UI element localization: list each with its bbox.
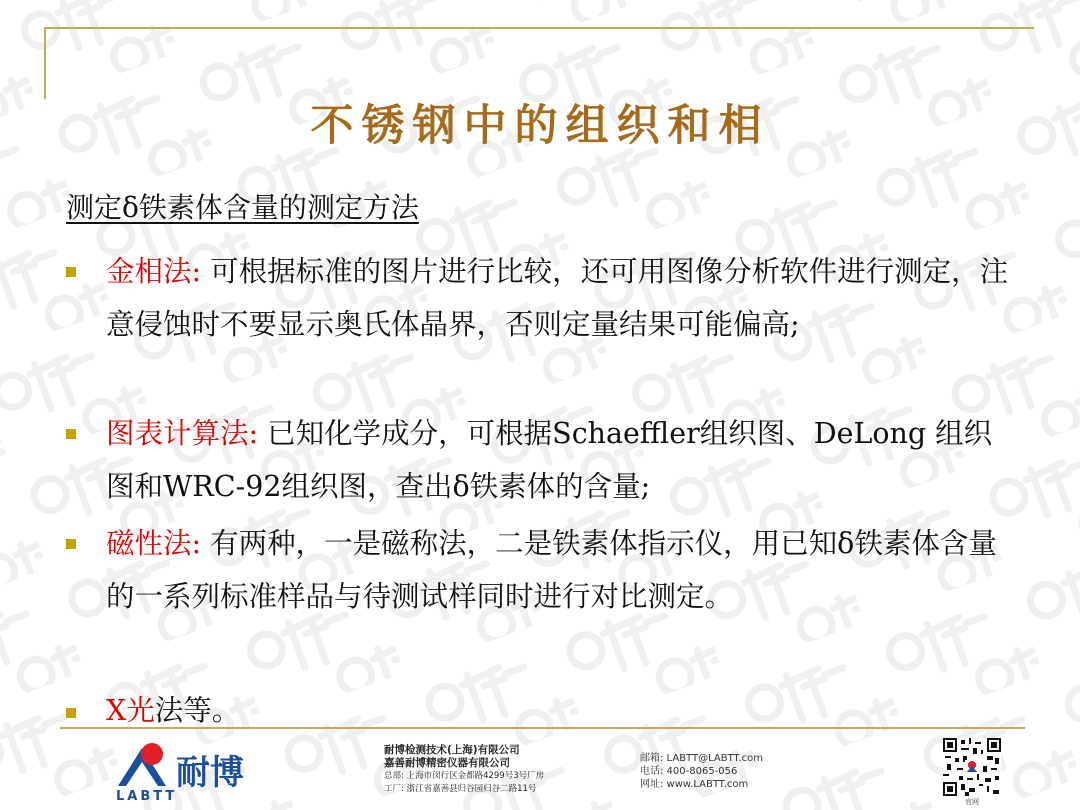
item-term: 图表计算法: — [106, 417, 259, 450]
item-text: 已知化学成分，可根据Schaeffler组织图、DeLong 组织图和WRC-92组织图，查出δ铁素体的含量; — [106, 417, 993, 503]
labtt-logo-icon — [112, 738, 272, 804]
company-name-1: 耐博检测技术(上海)有限公司 — [384, 744, 520, 756]
item-text: 法等。 — [154, 694, 241, 727]
list-item-diagram-calculation — [66, 407, 1016, 513]
qr-code-icon — [943, 738, 1001, 796]
slide-title: 不锈钢中的组织和相 — [310, 101, 770, 151]
qr-label: 官网 — [965, 798, 979, 806]
list-item-magnetic — [66, 517, 1016, 623]
square-bullet-icon — [66, 539, 76, 549]
square-bullet-icon — [66, 267, 76, 277]
contact-info — [640, 752, 763, 791]
company-address-factory: 工厂: 浙江省嘉善县归谷园归谷二路11号 — [384, 784, 537, 794]
frame-top-line — [44, 27, 1034, 29]
item-text: 有两种，一是磁称法，二是铁素体指示仪，用已知δ铁素体含量的一系列标准样品与待测试样同时进行对比测定。 — [106, 527, 997, 613]
contact-phone: 电话: 400-8065-056 — [640, 766, 738, 777]
company-address-hq: 总部: 上海市闵行区金都路4299号3号厂房 — [384, 771, 545, 781]
item-term: 金相法: — [106, 255, 202, 288]
list-item-xray — [66, 686, 1016, 736]
svg-text:LABTT: LABTT — [116, 789, 178, 804]
footer — [0, 730, 1080, 810]
contact-email: 邮箱: LABTT@LABTT.com — [640, 753, 763, 764]
frame-left-line — [44, 27, 46, 99]
square-bullet-icon — [66, 429, 76, 439]
item-text: 可根据标准的图片进行比较，还可用图像分析软件进行测定，注意侵蚀时不要显示奥氏体晶界，否则定量结果可能偏高; — [106, 255, 1009, 341]
svg-text:耐博: 耐博 — [176, 753, 244, 793]
item-term: X光 — [106, 694, 155, 727]
contact-website: 网址: www.LABTT.com — [640, 779, 749, 790]
square-bullet-icon — [66, 708, 76, 718]
company-name-2: 嘉善耐博精密仪器有限公司 — [384, 757, 510, 769]
list-item-metallographic — [66, 245, 1016, 351]
item-term: 磁性法: — [106, 527, 202, 560]
company-info — [384, 744, 544, 796]
slide-subtitle: 测定δ铁素体含量的测定方法 — [66, 191, 419, 224]
